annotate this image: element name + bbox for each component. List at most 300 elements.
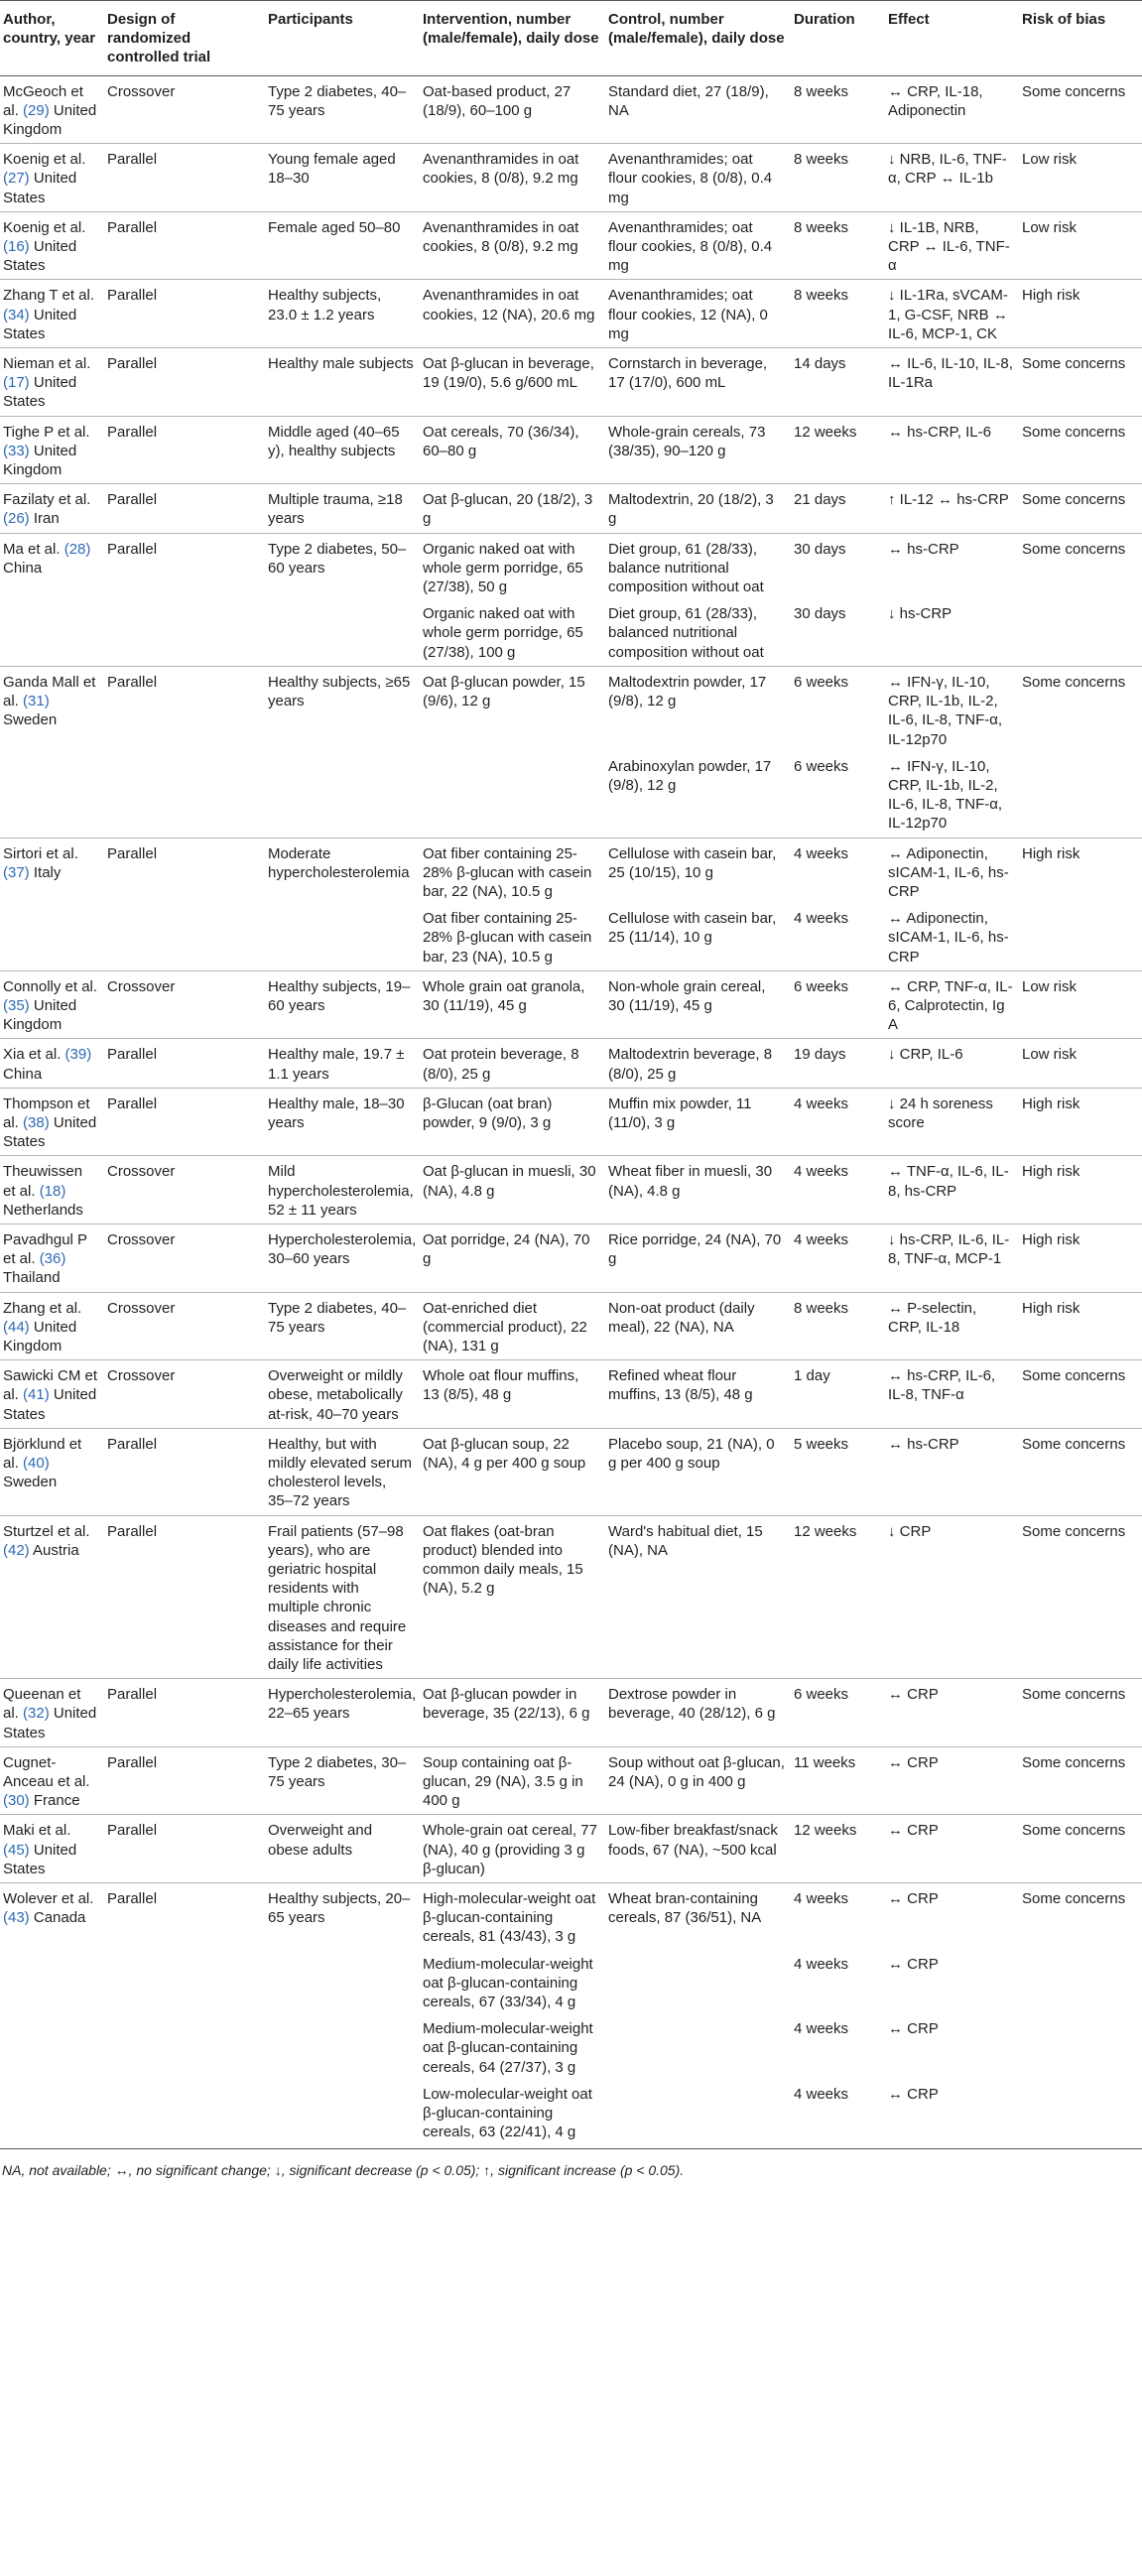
participants-cell: Healthy subjects, 23.0 ± 1.2 years — [265, 280, 420, 348]
column-header: Design of randomized controlled trial — [104, 1, 265, 76]
author-cell — [0, 905, 104, 970]
duration-cell: 8 weeks — [791, 280, 885, 348]
design-cell — [104, 905, 265, 970]
intervention-cell: Organic naked oat with whole germ porridge, 65 (27/38), 100 g — [423, 605, 583, 661]
reference-link[interactable]: (43) — [3, 1909, 30, 1927]
author-name: Ma et al. — [3, 540, 64, 558]
study-row — [0, 280, 1142, 348]
effect-cell: ↔ IFN-γ, IL-10, CRP, IL-1b, IL-2, IL-6, IL-8, TNF-α, IL-12p70 — [888, 757, 1003, 833]
design-cell: Parallel — [104, 837, 265, 905]
effect-cell: ↓ 24 h soreness score — [885, 1088, 1019, 1156]
control-cell: Refined wheat flour muffins, 13 (8/5), 48 g — [605, 1360, 791, 1429]
duration-cell: 30 days — [791, 533, 885, 600]
effect-cell: ↓ IL-1Ra, sVCAM-1, G-CSF, NRB ↔ IL-6, MCP-1, CK — [885, 280, 1019, 348]
author-name: Ganda Mall et al. — [3, 673, 96, 710]
design-cell: Parallel — [104, 1039, 265, 1088]
reference-link[interactable]: (26) — [3, 510, 30, 528]
control-cell: Standard diet, 27 (18/9), NA — [608, 82, 769, 119]
duration-cell: 8 weeks — [791, 144, 885, 212]
effect-cell: ↓ CRP, IL-6 — [885, 1039, 1019, 1088]
column-header: Effect — [885, 1, 1019, 76]
duration-cell: 6 weeks — [791, 1679, 885, 1747]
risk-of-bias-cell: Some concerns — [1019, 1746, 1142, 1815]
author-cell — [0, 753, 104, 837]
effect-cell: ↔ CRP — [888, 2085, 939, 2103]
study-row — [0, 970, 1142, 1039]
participants-cell: Healthy male, 18–30 years — [265, 1088, 420, 1156]
study-country: United Kingdom — [3, 101, 97, 139]
reference-link[interactable]: (18) — [39, 1182, 66, 1200]
design-cell: Parallel — [104, 1746, 265, 1815]
design-cell: Parallel — [104, 1815, 265, 1883]
intervention-cell: Oat-based product, 27 (18/9), 60–100 g — [423, 82, 571, 119]
risk-of-bias-cell: Low risk — [1019, 144, 1142, 212]
author-name: Queenan et al. — [3, 1686, 81, 1723]
risk-of-bias-cell: High risk — [1019, 837, 1142, 905]
duration-cell: 4 weeks — [791, 837, 885, 905]
intervention-cell: Oat protein beverage, 8 (8/0), 25 g — [420, 1039, 605, 1088]
duration-cell: 19 days — [791, 1039, 885, 1088]
study-country: United Kingdom — [3, 1318, 77, 1354]
control-cell: Whole-grain cereals, 73 (38/35), 90–120 g — [605, 416, 791, 484]
risk-of-bias-cell: Some concerns — [1019, 1815, 1142, 1883]
study-country: Austria — [29, 1541, 79, 1559]
participants-cell: Healthy subjects, 20–65 years — [265, 1883, 420, 1951]
participants-cell: Type 2 diabetes, 40–75 years — [268, 82, 407, 119]
column-header: Duration — [791, 1, 885, 76]
author-cell — [0, 211, 104, 280]
study-row — [0, 416, 1142, 484]
study-row — [0, 533, 1142, 600]
risk-of-bias-cell: Some concerns — [1019, 533, 1142, 600]
design-cell: Crossover — [104, 1292, 265, 1360]
author-name: Nieman et al. — [3, 355, 91, 373]
control-cell: Diet group, 61 (28/33), balanced nutritional composition without oat — [608, 605, 764, 661]
intervention-cell: Avenanthramides in oat cookies, 12 (NA), 20.6 mg — [420, 280, 605, 348]
effect-cell: ↔ hs-CRP — [885, 1428, 1019, 1515]
effect-cell: ↔ hs-CRP, IL-6, IL-8, TNF-α — [885, 1360, 1019, 1429]
control-cell: Wheat bran-containing cereals, 87 (36/51), NA — [605, 1883, 791, 1951]
author-cell — [0, 1428, 104, 1515]
intervention-cell: Organic naked oat with whole germ porridge, 65 (27/38), 50 g — [420, 533, 605, 600]
risk-of-bias-cell: Some concerns — [1019, 1428, 1142, 1515]
design-cell: Parallel — [104, 1515, 265, 1679]
design-cell: Parallel — [104, 144, 265, 212]
control-cell: Wheat fiber in muesli, 30 (NA), 4.8 g — [605, 1156, 791, 1224]
intervention-cell: Medium-molecular-weight oat β-glucan-containing cereals, 67 (33/34), 4 g — [423, 1955, 593, 2011]
study-country: United States — [3, 1386, 97, 1423]
control-cell: Arabinoxylan powder, 17 (9/8), 12 g — [608, 757, 772, 794]
author-name: Sirtori et al. — [3, 844, 78, 862]
author-name: McGeoch et al. — [3, 82, 83, 119]
reference-link[interactable]: (31) — [23, 693, 50, 710]
reference-link[interactable]: (39) — [64, 1046, 92, 1064]
study-row — [0, 1292, 1142, 1360]
duration-cell: 4 weeks — [791, 1883, 885, 1951]
design-cell: Parallel — [104, 416, 265, 484]
study-row — [0, 144, 1142, 212]
author-name: Sturtzel et al. — [3, 1522, 90, 1540]
effect-cell: ↔ Adiponectin, sICAM-1, IL-6, hs-CRP — [885, 837, 1019, 905]
risk-of-bias-cell — [1019, 600, 1142, 666]
study-country: Italy — [29, 863, 62, 881]
reference-link[interactable]: (17) — [3, 374, 30, 392]
risk-of-bias-cell: Some concerns — [1019, 1360, 1142, 1429]
duration-cell: 30 days — [794, 605, 846, 623]
duration-cell: 6 weeks — [791, 970, 885, 1039]
participants-cell: Middle aged (40–65 y), healthy subjects — [265, 416, 420, 484]
intervention-cell — [420, 753, 605, 837]
effect-cell: ↓ IL-1B, NRB, CRP ↔ IL-6, TNF-α — [885, 211, 1019, 280]
study-subrow — [0, 600, 1142, 666]
study-row — [0, 1360, 1142, 1429]
reference-link[interactable]: (16) — [3, 238, 30, 256]
author-cell — [0, 416, 104, 484]
column-header: Participants — [265, 1, 420, 76]
author-cell — [0, 2015, 104, 2081]
author-name: Zhang T et al. — [3, 287, 95, 305]
study-row — [0, 1515, 1142, 1679]
effect-cell: ↓ CRP — [885, 1515, 1019, 1679]
control-cell: Ward's habitual diet, 15 (NA), NA — [605, 1515, 791, 1679]
participants-cell: Hypercholesterolemia, 22–65 years — [265, 1679, 420, 1747]
study-subrow — [0, 2081, 1142, 2146]
participants-cell: Healthy male subjects — [265, 348, 420, 417]
design-cell: Parallel — [104, 1428, 265, 1515]
author-name: Theuwissen et al. — [3, 1163, 83, 1200]
participants-cell — [265, 1951, 420, 2016]
study-country: Netherlands — [3, 1201, 83, 1219]
author-cell — [0, 1951, 104, 2016]
author-cell — [0, 1679, 104, 1747]
control-cell: Maltodextrin, 20 (18/2), 3 g — [605, 484, 791, 533]
participants-cell: Healthy, but with mildly elevated serum cholesterol levels, 35–72 years — [265, 1428, 420, 1515]
study-row — [0, 666, 1142, 752]
participants-cell: Overweight or mildly obese, metabolically at-risk, 40–70 years — [265, 1360, 420, 1429]
column-header: Control, number (male/female), daily dose — [605, 1, 791, 76]
participants-cell — [265, 753, 420, 837]
control-cell: Maltodextrin beverage, 8 (8/0), 25 g — [605, 1039, 791, 1088]
duration-cell: 14 days — [791, 348, 885, 417]
participants-cell: Overweight and obese adults — [265, 1815, 420, 1883]
study-subrow — [0, 905, 1142, 970]
reference-link[interactable]: (27) — [3, 170, 30, 188]
risk-of-bias-cell — [1019, 2081, 1142, 2146]
reference-link[interactable]: (28) — [63, 540, 91, 558]
design-cell: Crossover — [104, 970, 265, 1039]
reference-link[interactable]: (30) — [3, 1792, 30, 1810]
design-cell — [104, 600, 265, 666]
control-cell: Low-fiber breakfast/snack foods, 67 (NA), ~500 kcal — [605, 1815, 791, 1883]
study-row — [0, 1088, 1142, 1156]
intervention-cell: Oat β-glucan powder in beverage, 35 (22/13), 6 g — [420, 1679, 605, 1747]
author-name: Xia et al. — [3, 1046, 65, 1064]
design-cell: Parallel — [104, 533, 265, 600]
design-cell: Crossover — [107, 82, 176, 100]
duration-cell: 5 weeks — [791, 1428, 885, 1515]
participants-cell: Young female aged 18–30 — [265, 144, 420, 212]
author-cell — [0, 1746, 104, 1815]
design-cell: Parallel — [104, 1088, 265, 1156]
study-subrow — [0, 1951, 1142, 2016]
participants-cell: Type 2 diabetes, 30–75 years — [265, 1746, 420, 1815]
author-cell — [0, 1515, 104, 1679]
reference-link[interactable]: (29) — [23, 101, 50, 119]
control-cell: Muffin mix powder, 11 (11/0), 3 g — [605, 1088, 791, 1156]
study-country: United Kingdom — [3, 442, 77, 479]
design-cell: Parallel — [104, 1883, 265, 1951]
intervention-cell: Whole oat flour muffins, 13 (8/5), 48 g — [420, 1360, 605, 1429]
duration-cell: 21 days — [791, 484, 885, 533]
participants-cell — [265, 2081, 420, 2146]
study-country: United States — [3, 238, 77, 275]
duration-cell: 4 weeks — [794, 2020, 849, 2038]
effect-cell: ↔ hs-CRP — [885, 533, 1019, 600]
author-cell — [0, 1224, 104, 1292]
author-cell — [0, 1088, 104, 1156]
reference-link[interactable]: (33) — [3, 442, 30, 459]
study-country: United States — [3, 1113, 97, 1151]
duration-cell: 6 weeks — [791, 666, 885, 752]
duration-cell: 8 weeks — [794, 82, 849, 100]
control-cell: Avenanthramides; oat flour cookies, 8 (0/8), 0.4 mg — [605, 144, 791, 212]
reference-link[interactable]: (35) — [3, 996, 30, 1014]
duration-cell: 4 weeks — [791, 1156, 885, 1224]
effect-cell: ↔ CRP — [885, 1883, 1019, 1951]
reference-link[interactable]: (42) — [3, 1541, 30, 1559]
author-name: Pavadhgul P et al. — [3, 1230, 87, 1268]
intervention-cell: Avenanthramides in oat cookies, 8 (0/8), 9.2 mg — [420, 144, 605, 212]
risk-of-bias-cell: High risk — [1019, 1292, 1142, 1360]
author-name: Sawicki CM et al. — [3, 1367, 98, 1404]
reference-link[interactable]: (45) — [3, 1841, 30, 1859]
effect-cell: ↓ hs-CRP — [888, 605, 952, 623]
study-country: China — [3, 559, 43, 577]
design-cell: Parallel — [104, 211, 265, 280]
design-cell: Crossover — [104, 1360, 265, 1429]
study-country: United States — [3, 170, 77, 206]
study-row — [0, 1156, 1142, 1224]
effect-cell: ↔ CRP — [885, 1815, 1019, 1883]
study-country: United Kingdom — [3, 996, 77, 1034]
effect-cell: ↔ P-selectin, CRP, IL-18 — [885, 1292, 1019, 1360]
column-header: Intervention, number (male/female), daily dose — [420, 1, 605, 76]
author-name: Björklund et al. — [3, 1435, 82, 1472]
author-cell — [0, 533, 104, 600]
reference-link[interactable]: (36) — [39, 1250, 66, 1268]
risk-of-bias-cell — [1019, 753, 1142, 837]
intervention-cell: Oat-enriched diet (commercial product), 22 (NA), 131 g — [420, 1292, 605, 1360]
study-row — [0, 1746, 1142, 1815]
intervention-cell: Oat β-glucan powder, 15 (9/6), 12 g — [420, 666, 605, 752]
reference-link[interactable]: (41) — [23, 1386, 50, 1404]
risk-of-bias-cell: Some concerns — [1019, 1515, 1142, 1679]
intervention-cell: Oat fiber containing 25-28% β-glucan with casein bar, 22 (NA), 10.5 g — [420, 837, 605, 905]
study-row — [0, 1428, 1142, 1515]
design-cell: Parallel — [104, 280, 265, 348]
risk-of-bias-cell: Low risk — [1019, 970, 1142, 1039]
effect-cell: ↔ TNF-α, IL-6, IL-8, hs-CRP — [885, 1156, 1019, 1224]
study-country: France — [29, 1792, 80, 1810]
duration-cell: 8 weeks — [791, 1292, 885, 1360]
risk-of-bias-cell: High risk — [1019, 1156, 1142, 1224]
study-country: United States — [3, 306, 77, 342]
participants-cell: Healthy subjects, ≥65 years — [265, 666, 420, 752]
table-body — [0, 75, 1142, 2145]
reference-link[interactable]: (34) — [3, 306, 30, 323]
design-cell — [104, 2015, 265, 2081]
risk-of-bias-cell: Low risk — [1019, 1039, 1142, 1088]
design-cell: Parallel — [104, 666, 265, 752]
effect-cell: ↔ CRP — [885, 1746, 1019, 1815]
effect-cell: ↔ CRP — [885, 1679, 1019, 1747]
control-cell: Cornstarch in beverage, 17 (17/0), 600 mL — [605, 348, 791, 417]
design-cell: Crossover — [104, 1224, 265, 1292]
risk-of-bias-cell: Some concerns — [1019, 1883, 1142, 1951]
author-name: Fazilaty et al. — [3, 491, 91, 509]
risk-of-bias-cell: Some concerns — [1019, 666, 1142, 752]
author-cell — [0, 837, 104, 905]
reference-link[interactable]: (32) — [23, 1705, 50, 1723]
study-country: Canada — [29, 1909, 86, 1927]
effect-cell: ↔ CRP, TNF-α, IL-6, Calprotectin, Ig A — [885, 970, 1019, 1039]
author-cell — [0, 348, 104, 417]
study-subrow — [0, 753, 1142, 837]
author-cell — [0, 1039, 104, 1088]
control-cell — [605, 1951, 791, 2016]
author-name: Connolly et al. — [3, 977, 98, 995]
control-cell — [605, 2081, 791, 2146]
duration-cell: 4 weeks — [791, 1088, 885, 1156]
participants-cell: Hypercholesterolemia, 30–60 years — [265, 1224, 420, 1292]
risk-of-bias-cell — [1019, 905, 1142, 970]
design-cell — [104, 753, 265, 837]
effect-cell: ↔ CRP — [888, 2020, 939, 2038]
control-cell: Avenanthramides; oat flour cookies, 8 (0/8), 0.4 mg — [605, 211, 791, 280]
column-header: Risk of bias — [1019, 1, 1142, 76]
effect-cell: ↔ CRP — [888, 1955, 939, 1973]
intervention-cell: Oat β-glucan in muesli, 30 (NA), 4.8 g — [420, 1156, 605, 1224]
participants-cell: Moderate hypercholesterolemia — [265, 837, 420, 905]
participants-cell: Type 2 diabetes, 50–60 years — [265, 533, 420, 600]
design-cell: Parallel — [104, 1679, 265, 1747]
reference-link[interactable]: (38) — [23, 1113, 50, 1131]
author-name: Tighe P et al. — [3, 423, 90, 441]
study-country: Iran — [29, 510, 60, 528]
duration-cell: 4 weeks — [791, 1224, 885, 1292]
effect-cell: ↔ hs-CRP, IL-6 — [885, 416, 1019, 484]
risk-of-bias-cell: High risk — [1019, 280, 1142, 348]
study-row — [0, 75, 1142, 144]
study-row — [0, 837, 1142, 905]
control-cell: Diet group, 61 (28/33), balance nutritional composition without oat — [605, 533, 791, 600]
study-country: Sweden — [3, 711, 58, 729]
control-cell: Cellulose with casein bar, 25 (10/15), 10 g — [605, 837, 791, 905]
design-cell: Parallel — [104, 484, 265, 533]
intervention-cell: Oat cereals, 70 (36/34), 60–80 g — [420, 416, 605, 484]
duration-cell: 6 weeks — [794, 757, 849, 775]
intervention-cell: Oat β-glucan, 20 (18/2), 3 g — [420, 484, 605, 533]
intervention-cell: Oat β-glucan soup, 22 (NA), 4 g per 400 g soup — [420, 1428, 605, 1515]
risk-of-bias-cell: High risk — [1019, 1224, 1142, 1292]
study-row — [0, 211, 1142, 280]
participants-cell — [265, 2015, 420, 2081]
reference-link[interactable]: (44) — [3, 1318, 30, 1336]
design-cell — [104, 2081, 265, 2146]
author-cell — [0, 600, 104, 666]
intervention-cell: High-molecular-weight oat β-glucan-containing cereals, 81 (43/43), 3 g — [420, 1883, 605, 1951]
intervention-cell: Soup containing oat β-glucan, 29 (NA), 3.5 g in 400 g — [420, 1746, 605, 1815]
effect-cell: ↔ IL-6, IL-10, IL-8, IL-1Ra — [885, 348, 1019, 417]
duration-cell: 12 weeks — [791, 416, 885, 484]
study-country: Thailand — [3, 1269, 61, 1287]
duration-cell: 12 weeks — [791, 1815, 885, 1883]
column-header: Author, country, year — [0, 1, 104, 76]
participants-cell: Healthy subjects, 19–60 years — [265, 970, 420, 1039]
intervention-cell: β-Glucan (oat bran) powder, 9 (9/0), 3 g — [420, 1088, 605, 1156]
risk-of-bias-cell: Some concerns — [1019, 348, 1142, 417]
participants-cell: Female aged 50–80 — [265, 211, 420, 280]
study-country: Sweden — [3, 1474, 58, 1491]
study-row — [0, 1679, 1142, 1747]
duration-cell: 8 weeks — [791, 211, 885, 280]
author-cell — [0, 1883, 104, 1951]
intervention-cell: Medium-molecular-weight oat β-glucan-containing cereals, 64 (27/37), 3 g — [423, 2020, 593, 2076]
study-country: United States — [3, 1841, 77, 1877]
study-row — [0, 1224, 1142, 1292]
participants-cell — [265, 600, 420, 666]
design-cell: Crossover — [104, 1156, 265, 1224]
risk-of-bias-cell: Some concerns — [1019, 416, 1142, 484]
participants-cell: Healthy male, 19.7 ± 1.1 years — [265, 1039, 420, 1088]
control-cell: Maltodextrin powder, 17 (9/8), 12 g — [605, 666, 791, 752]
design-cell: Parallel — [104, 348, 265, 417]
study-row — [0, 348, 1142, 417]
participants-cell — [265, 905, 420, 970]
risk-of-bias-cell: Some concerns — [1019, 1679, 1142, 1747]
intervention-cell: Oat flakes (oat-bran product) blended into common daily meals, 15 (NA), 5.2 g — [420, 1515, 605, 1679]
intervention-cell: Whole grain oat granola, 30 (11/19), 45 g — [420, 970, 605, 1039]
intervention-cell: Oat fiber containing 25-28% β-glucan with casein bar, 23 (NA), 10.5 g — [423, 910, 592, 966]
reference-link[interactable]: (40) — [23, 1455, 50, 1472]
author-cell — [0, 666, 104, 752]
study-country: United States — [3, 1705, 97, 1741]
intervention-cell: Avenanthramides in oat cookies, 8 (0/8), 9.2 mg — [420, 211, 605, 280]
effect-cell: ↔ IFN-γ, IL-10, CRP, IL-1b, IL-2, IL-6, IL-8, TNF-α, IL-12p70 — [885, 666, 1019, 752]
author-cell — [0, 280, 104, 348]
control-cell: Soup without oat β-glucan, 24 (NA), 0 g in 400 g — [605, 1746, 791, 1815]
study-row — [0, 1883, 1142, 1951]
control-cell — [605, 2015, 791, 2081]
study-row — [0, 1039, 1142, 1088]
author-cell — [0, 970, 104, 1039]
control-cell: Avenanthramides; oat flour cookies, 12 (NA), 0 mg — [605, 280, 791, 348]
duration-cell: 4 weeks — [794, 1955, 849, 1973]
risk-of-bias-cell: Some concerns — [1022, 82, 1126, 100]
reference-link[interactable]: (37) — [3, 863, 30, 881]
author-cell — [0, 2081, 104, 2146]
author-name: Thompson et al. — [3, 1095, 90, 1131]
duration-cell: 11 weeks — [791, 1746, 885, 1815]
control-cell: Dextrose powder in beverage, 40 (28/12), 6 g — [605, 1679, 791, 1747]
intervention-cell: Oat porridge, 24 (NA), 70 g — [420, 1224, 605, 1292]
design-cell — [104, 1951, 265, 2016]
control-cell: Non-oat product (daily meal), 22 (NA), NA — [605, 1292, 791, 1360]
participants-cell: Type 2 diabetes, 40–75 years — [265, 1292, 420, 1360]
effect-cell: ↓ hs-CRP, IL-6, IL-8, TNF-α, MCP-1 — [885, 1224, 1019, 1292]
risk-of-bias-cell: Some concerns — [1019, 484, 1142, 533]
control-cell: Placebo soup, 21 (NA), 0 g per 400 g soup — [605, 1428, 791, 1515]
